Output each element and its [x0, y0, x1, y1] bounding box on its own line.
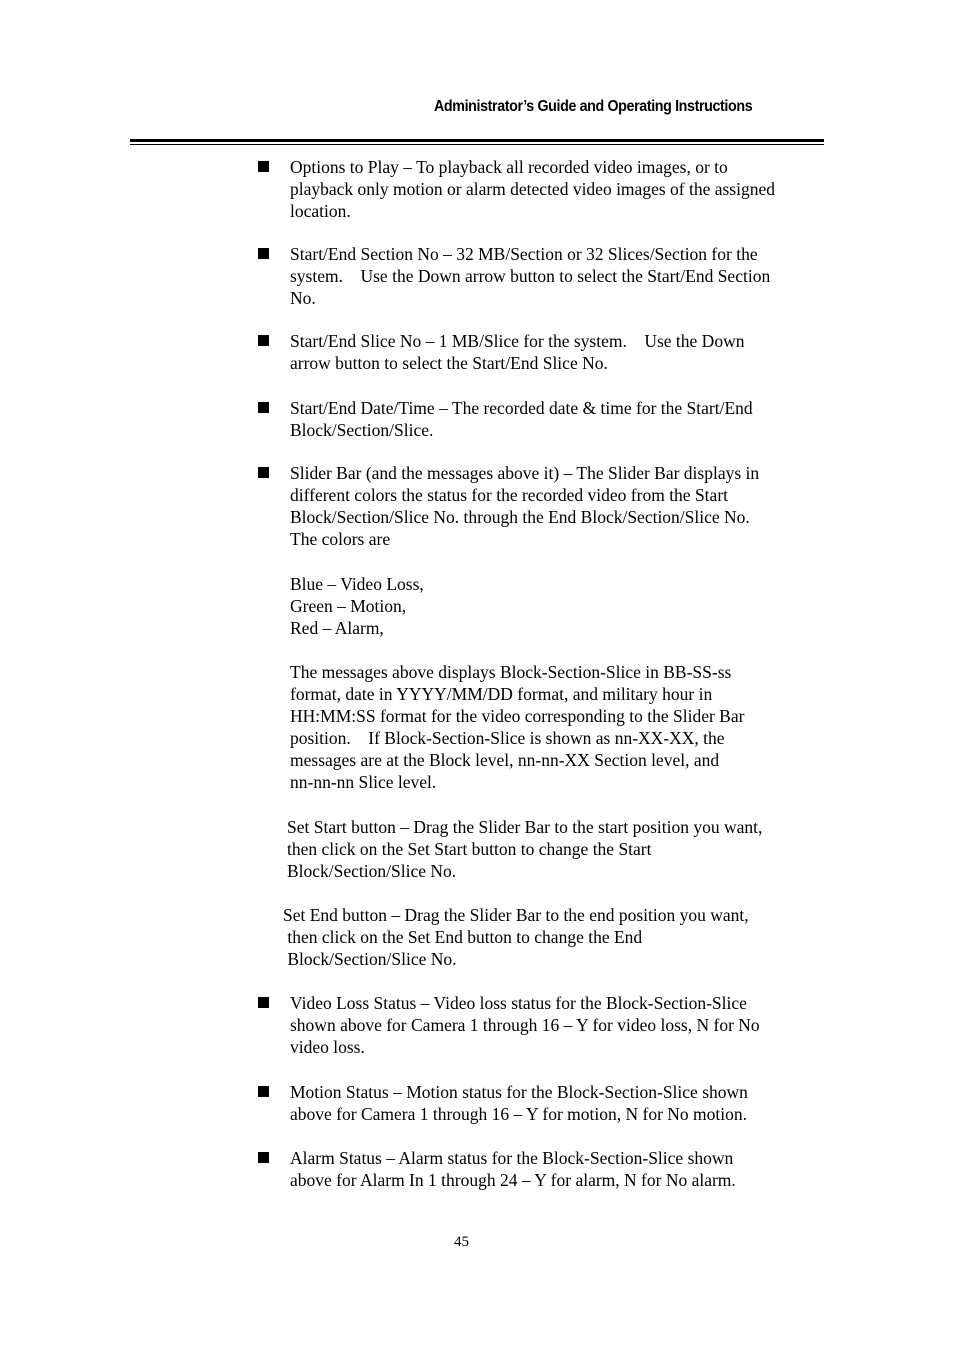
bullet-square-icon [258, 1152, 269, 1163]
text-line: Slider Bar (and the messages above it) – The Slider Bar displays in [290, 463, 760, 483]
text-line: No. [290, 288, 316, 308]
bullet-square-icon [258, 335, 269, 346]
text-line: then click on the Set Start button to change the Start [287, 839, 652, 859]
paragraph-set-end-button [283, 904, 823, 970]
text-line: Start/End Slice No – 1 MB/Slice for the system. Use the Down [290, 331, 745, 351]
text-line: messages are at the Block level, nn-nn-XX Section level, and [290, 750, 720, 770]
text-line: above for Camera 1 through 16 – Y for motion, N for No motion. [290, 1104, 748, 1124]
text-line: then click on the Set End button to change the End [283, 927, 643, 947]
bullet-square-icon [258, 467, 269, 478]
text-line: The colors are [290, 529, 391, 549]
bullet-square-icon [258, 402, 269, 413]
paragraph-video-loss-status [290, 992, 830, 1058]
bullet-square-icon [258, 1086, 269, 1097]
text-line: shown above for Camera 1 through 16 – Y for video loss, N for No [290, 1015, 760, 1035]
header-rule-thick [130, 139, 824, 142]
text-line: arrow button to select the Start/End Slice No. [290, 353, 608, 373]
text-line: Block/Section/Slice No. through the End Block/Section/Slice No. [290, 507, 750, 527]
paragraph-slider-messages [290, 661, 830, 793]
paragraph-start-end-date-time [290, 397, 830, 441]
text-line: Options to Play – To playback all recorded video images, or to [290, 157, 728, 177]
page-number: 45 [454, 1234, 469, 1250]
text-line: different colors the status for the recorded video from the Start [290, 485, 729, 505]
paragraph-alarm-status [290, 1147, 830, 1191]
paragraph-start-end-slice [290, 330, 830, 374]
bullet-square-icon [258, 248, 269, 259]
text-line: video loss. [290, 1037, 365, 1057]
paragraph-start-end-section [290, 243, 830, 309]
paragraph-motion-status [290, 1081, 830, 1125]
text-line: Motion Status – Motion status for the Block-Section-Slice shown [290, 1082, 748, 1102]
paragraph-set-start-button [287, 816, 827, 882]
text-line: Green – Motion, [290, 596, 407, 616]
text-line: Red – Alarm, [290, 618, 384, 638]
text-line: system. Use the Down arrow button to select the Start/End Section [290, 266, 771, 286]
paragraph-slider-bar [290, 462, 830, 550]
text-line: HH:MM:SS format for the video corresponding to the Slider Bar [290, 706, 745, 726]
text-line: Block/Section/Slice No. [283, 949, 457, 969]
text-line: above for Alarm In 1 through 24 – Y for alarm, N for No alarm. [290, 1170, 736, 1190]
text-line: Block/Section/Slice. [290, 420, 434, 440]
bullet-square-icon [258, 997, 269, 1008]
bullet-square-icon [258, 161, 269, 172]
text-line: Set Start button – Drag the Slider Bar to the start position you want, [287, 817, 763, 837]
text-line: Start/End Date/Time – The recorded date & time for the Start/End [290, 398, 753, 418]
text-line: Block/Section/Slice No. [287, 861, 457, 881]
text-line: Blue – Video Loss, [290, 574, 424, 594]
text-line: format, date in YYYY/MM/DD format, and military hour in [290, 684, 713, 704]
paragraph-slider-colors [290, 573, 830, 639]
header-rule-thin [130, 144, 824, 145]
paragraph-options-to-play [290, 156, 830, 222]
text-line: Video Loss Status – Video loss status for the Block-Section-Slice [290, 993, 747, 1013]
text-line: playback only motion or alarm detected video images of the assigned [290, 179, 775, 199]
text-line: Set End button – Drag the Slider Bar to the end position you want, [283, 905, 749, 925]
text-line: The messages above displays Block-Section-Slice in BB-SS-ss [290, 662, 732, 682]
text-line: Start/End Section No – 32 MB/Section or 32 Slices/Section for the [290, 244, 758, 264]
text-line: nn-nn-nn Slice level. [290, 772, 437, 792]
text-line: position. If Block-Section-Slice is shown as nn-XX-XX, the [290, 728, 725, 748]
text-line: Alarm Status – Alarm status for the Block-Section-Slice shown [290, 1148, 734, 1168]
header-title: Administrator’s Guide and Operating Instructions [434, 98, 753, 115]
text-line: location. [290, 201, 351, 221]
